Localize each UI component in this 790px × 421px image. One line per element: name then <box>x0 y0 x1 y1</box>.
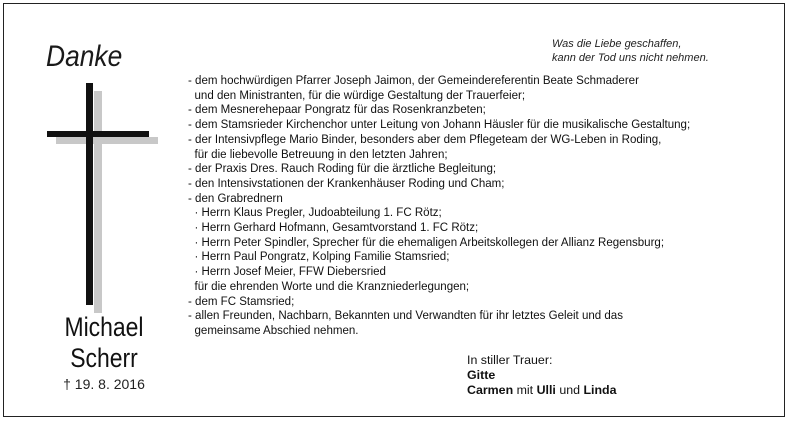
quote-block <box>552 37 709 65</box>
cross-vertical <box>86 83 93 305</box>
list-item: - dem Stamsrieder Kirchenchor unter Leitung von Johann Häusler für die musikalische Gestaltung; <box>188 117 691 132</box>
list-item: · Herrn Peter Spindler, Sprecher für die ehemaligen Arbeitskollegen der Allianz Regensburg; <box>194 234 665 249</box>
list-item: und den Ministranten, für die würdige Gestaltung der Trauerfeier; <box>194 87 526 102</box>
quote-line: kann der Tod uns nicht nehmen. <box>552 52 709 64</box>
signoff-intro: In stiller Trauer: <box>467 353 553 367</box>
list-item: · Herrn Klaus Pregler, Judoabteilung 1. FC Rötz; <box>194 205 442 220</box>
list-item: - den Intensivstationen der Krankenhäuser Roding und Cham; <box>188 175 505 190</box>
thanks-list <box>188 73 737 338</box>
list-item: · Herrn Josef Meier, FFW Diebersried <box>194 264 386 279</box>
mourner-name: Gitte <box>467 368 496 382</box>
cross-icon <box>44 79 164 319</box>
list-item: - den Grabrednern <box>188 190 283 205</box>
mourner-name: Carmen <box>467 383 514 397</box>
signoff-line-2 <box>467 383 617 398</box>
list-item: · Herrn Gerhard Hofmann, Gesamtvorstand 1. FC Rötz; <box>194 220 479 235</box>
signoff <box>467 353 617 398</box>
death-date: † 19. 8. 2016 <box>63 376 145 392</box>
list-item: - der Praxis Dres. Rauch Roding für die ärztliche Begleitung; <box>188 161 497 176</box>
signoff-line-1 <box>467 368 617 383</box>
list-item: - dem FC Stamsried; <box>188 293 295 308</box>
list-item: für die liebevolle Betreuung in den letzten Jahren; <box>194 146 448 161</box>
list-item: · Herrn Paul Pongratz, Kolping Familie Stamsried; <box>194 249 450 264</box>
list-item: - dem Mesnerehepaar Pongratz für das Rosenkranzbeten; <box>188 102 486 117</box>
cross-shadow-horizontal <box>56 137 158 144</box>
mourner-name: Ulli <box>536 383 556 397</box>
thanks-title: Danke <box>46 40 123 73</box>
list-item: für die ehrenden Worte und die Kranzniederlegungen; <box>194 278 470 293</box>
cross-shadow-vertical <box>94 91 102 313</box>
first-name: Michael <box>64 312 144 342</box>
obituary-card <box>3 3 785 417</box>
quote-line: Was die Liebe geschaffen, <box>552 38 682 50</box>
connector-word: und <box>559 383 580 397</box>
deceased-name <box>55 312 154 374</box>
last-name: Scherr <box>70 343 138 373</box>
connector-word: mit <box>516 383 534 397</box>
cross-horizontal <box>47 131 149 137</box>
list-item: - der Intensivpflege Mario Binder, besonders aber dem Pflegeteam der WG-Leben in Roding, <box>188 131 662 146</box>
list-item: - allen Freunden, Nachbarn, Bekannten und Verwandten für ihr letztes Geleit und das <box>188 308 623 323</box>
list-item: gemeinsame Abschied nehmen. <box>194 322 359 337</box>
list-item: - dem hochwürdigen Pfarrer Joseph Jaimon, der Gemeindereferentin Beate Schmaderer <box>188 73 639 87</box>
mourner-name: Linda <box>583 383 617 397</box>
